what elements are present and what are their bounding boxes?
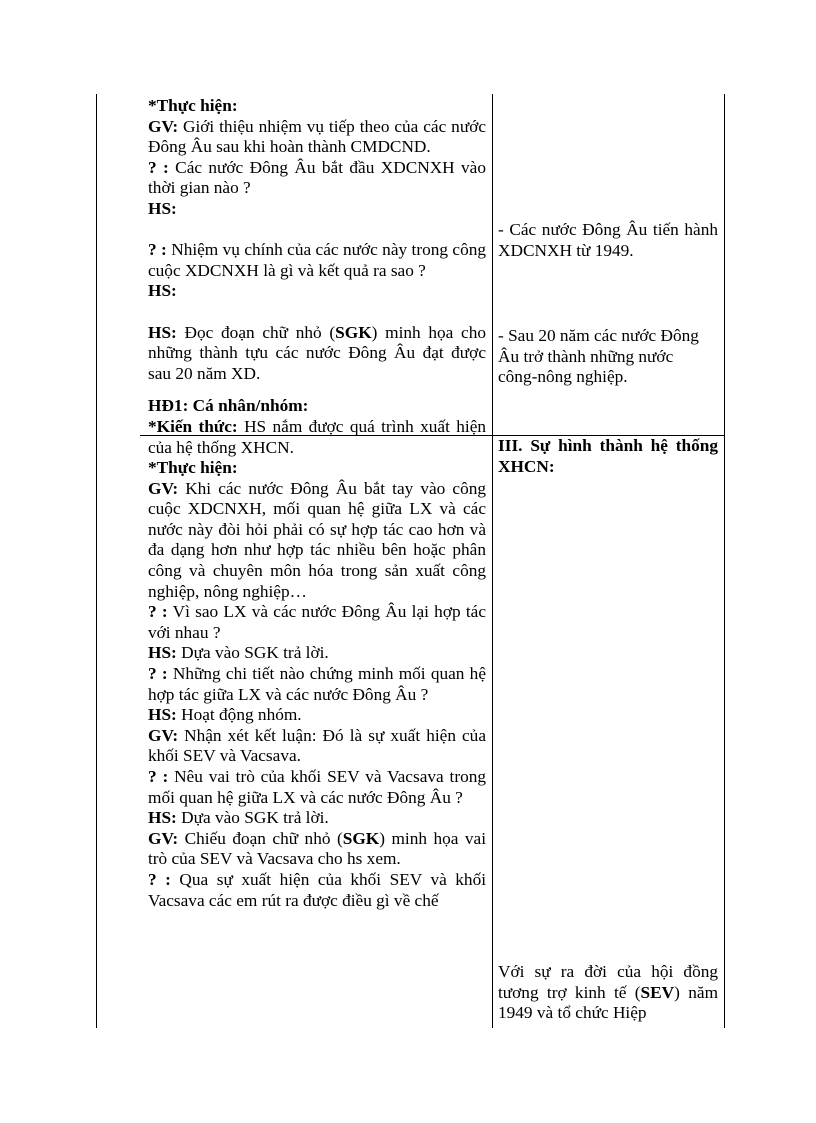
section-heading: HĐ1: Cá nhân/nhóm:	[148, 396, 309, 416]
paragraph: GV: Nhận xét kết luận: Đó là sự xuất hiện của khối SEV và Vacsava.	[148, 725, 486, 766]
column-divider	[492, 94, 493, 1028]
paragraph: HS:	[148, 281, 177, 301]
paragraph: HS: Dựa vào SGK trả lời.	[148, 808, 329, 828]
table-border-right	[724, 94, 725, 1028]
paragraph: ? : Nhiệm vụ chính của các nước này trong công cuộc XDCNXH là gì và kết quả ra sao ?	[148, 240, 487, 280]
answer-text: - Các nước Đông Âu tiến hành XDCNXH từ 1949.	[498, 220, 718, 260]
paragraph: ? : Nêu vai trò của khối SEV và Vacsava trong mối quan hệ giữa LX và các nước Đông Âu ?	[148, 767, 486, 807]
paragraph: *Thực hiện:	[148, 458, 238, 478]
paragraph: HS: Đọc đoạn chữ nhỏ (SGK) minh họa cho những thành tựu các nước Đông Âu đạt được sau 20 năm XD.	[148, 322, 486, 383]
answer-text: Với sự ra đời của hội đồng tương trợ kinh tế (SEV) năm 1949 và tổ chức Hiệp	[498, 962, 719, 1023]
paragraph: GV: Khi các nước Đông Âu bắt tay vào công cuộc XDCNXH, mối quan hệ giữa LX và các nước này đòi hỏi phải có sự hợp tác cao hơn và đa dạng hơn như hợp tác nhiều bên hoặc phân công và chuyên môn hóa trong sản xuất công nghiệp, nông nghiệp…	[148, 478, 486, 601]
table-border-left	[96, 94, 97, 1028]
answer-text: - Sau 20 năm các nước Đông Âu trở thành những nước công-nông nghiệp.	[498, 326, 699, 387]
paragraph: HS:	[148, 198, 177, 218]
paragraph: ? : Qua sự xuất hiện của khối SEV và khối Vacsava các em rút ra được điều gì về chế	[148, 869, 487, 910]
paragraph: HS: Dựa vào SGK trả lời.	[148, 643, 329, 663]
paragraph: ? : Những chi tiết nào chứng minh mối quan hệ hợp tác giữa LX và các nước Đông Âu ?	[148, 664, 486, 704]
paragraph: GV: Giới thiệu nhiệm vụ tiếp theo của các nước Đông Âu sau khi hoàn thành CMDCND.	[148, 116, 486, 157]
left-column	[148, 96, 486, 911]
paragraph: ? : Vì sao LX và các nước Đông Âu lại hợp tác với nhau ?	[148, 602, 486, 642]
paragraph: ? : Các nước Đông Âu bắt đầu XDCNXH vào thời gian nào ?	[148, 157, 486, 198]
section-heading-right: III. Sự hình thành hệ thống XHCN:	[498, 436, 718, 476]
paragraph: *Thực hiện:	[148, 96, 238, 115]
paragraph: *Kiến thức: HS nắm được quá trình xuất hiện của hệ thống XHCN.	[148, 416, 487, 457]
paragraph: GV: Chiếu đoạn chữ nhỏ (SGK) minh họa vai trò của SEV và Vacsava cho hs xem.	[148, 828, 486, 869]
paragraph: HS: Hoạt động nhóm.	[148, 705, 302, 725]
